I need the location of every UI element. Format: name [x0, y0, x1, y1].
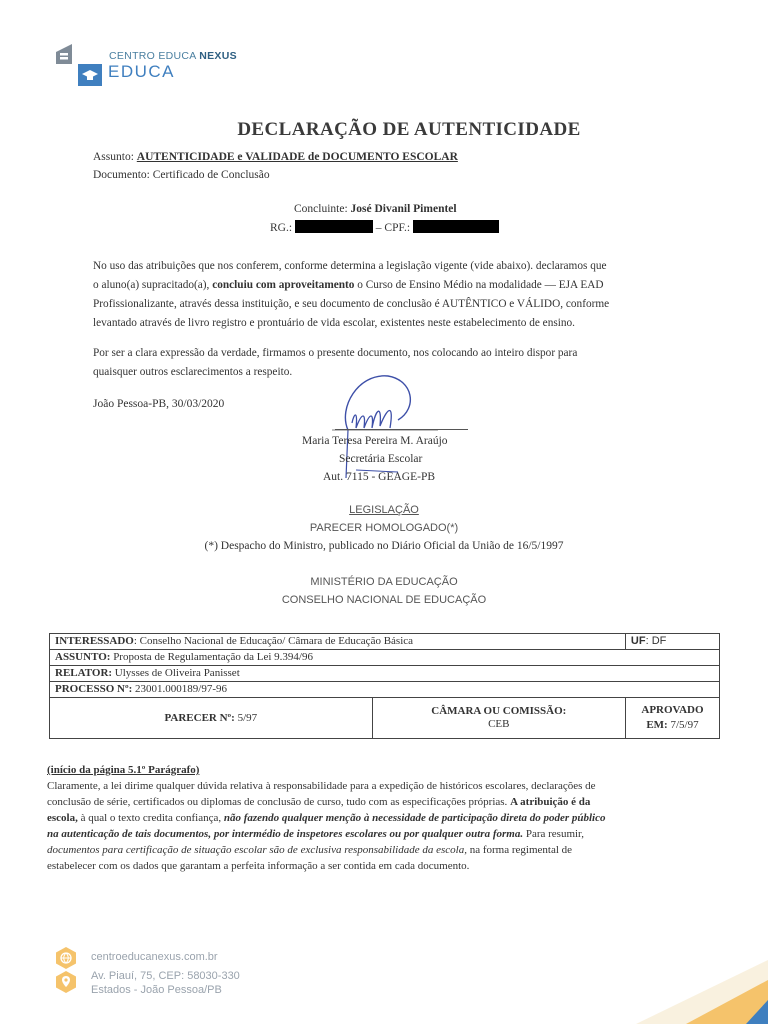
signatory-authorization: Aut. 7115 - GEAGE-PB	[323, 471, 436, 483]
conselho-title: CONSELHO NACIONAL DE EDUCAÇÃO	[281, 594, 487, 606]
footer-website: centroeducanexus.com.br	[91, 951, 218, 963]
assunto-line: Assunto: AUTENTICIDADE e VALIDADE de DOCUMENTO ESCOLAR	[93, 151, 458, 163]
table-row	[50, 666, 720, 682]
signatory-name: Maria Teresa Pereira M. Araújo	[302, 435, 448, 447]
processo-cell: PROCESSO Nº: 23001.000189/97-96	[50, 682, 720, 698]
parecer-info-table	[49, 633, 720, 739]
uf-cell: UF: DF	[625, 634, 719, 650]
concluinte-line: Concluinte: José Divanil Pimentel	[294, 203, 457, 215]
parecer-cell: PARECER Nº: 5/97	[50, 698, 373, 739]
rg-cpf-line: RG.: – CPF.:	[270, 220, 499, 234]
parecer-homologado: PARECER HOMOLOGADO(*)	[309, 522, 459, 534]
documento-line: Documento: Certificado de Conclusão	[93, 169, 270, 181]
assunto-cell: ASSUNTO: Proposta de Regulamentação da Lei 9.394/96	[50, 650, 720, 666]
location-pin-icon	[54, 970, 78, 994]
table-row	[50, 634, 720, 650]
signatory-role: Secretária Escolar	[339, 453, 423, 465]
despacho-note: (*) Despacho do Ministro, publicado no Diário Oficial da União de 16/5/1997	[204, 540, 564, 552]
aprovado-cell: APROVADO EM: 7/5/97	[625, 698, 719, 739]
ministerio-title: MINISTÉRIO DA EDUCAÇÃO	[310, 576, 458, 588]
place-date: João Pessoa-PB, 30/03/2020	[93, 398, 225, 410]
assunto-value: AUTENTICIDADE e VALIDADE de DOCUMENTO ESCOLAR	[136, 151, 458, 163]
interessado-cell: INTERESSADO: Conselho Nacional de Educação/ Câmara de Educação Básica	[50, 634, 626, 650]
legislacao-title: LEGISLAÇÃO	[349, 504, 419, 516]
document-title: DECLARAÇÃO DE AUTENTICIDADE	[237, 119, 581, 140]
excerpt-heading: (início da página 5.1º Parágrafo)	[47, 764, 200, 776]
table-row	[50, 682, 720, 698]
relator-cell: RELATOR: Ulysses de Oliveira Panisset	[50, 666, 720, 682]
excerpt-paragraph: Claramente, a lei dirime qualquer dúvida relativa à responsabilidade para a expedição de históricos escolares, declarações de conclusão de série, certificados ou diplomas de conclusão de curso, tudo com as especificações próprias. A atribuição é da escola, à qual o texto credita confiança, não fazendo qualquer menção à necessidade de participação direta do poder público na autenticação de tais documentos, por intermédio de inspetores escolares ou por qualquer outra forma. Para resumir, documentos para certificação de situação escolar são de exclusiva responsabilidade da escola, na forma regimental de estabelecer com os dados que garantam a perfeita informação a ser contida em cada documento.	[47, 780, 606, 872]
camara-cell: CÂMARA OU COMISSÃO: CEB	[372, 698, 625, 739]
table-row	[50, 698, 720, 739]
logo-brand-subtitle: EDUCA	[108, 62, 176, 81]
brand-logo-icon	[54, 42, 104, 88]
globe-icon	[54, 946, 78, 970]
concluinte-name: José Divanil Pimentel	[350, 203, 457, 215]
footer-address-line2: Estados - João Pessoa/PB	[91, 984, 222, 996]
footer-address-line1: Av. Piauí, 75, CEP: 58030-330	[91, 970, 240, 982]
corner-decoration	[636, 940, 768, 1024]
signature-line	[335, 429, 468, 430]
logo-brand-name: CENTRO EDUCA NEXUS	[109, 50, 237, 62]
declaration-paragraph: No uso das atribuições que nos conferem, conforme determina a legislação vigente (vide abaixo). declaramos que o aluno(a) supracitado(a), concluiu com aproveitamento o Curso de Ensino Médio na modalidade — EJA EAD Profissionalizante, através dessa instituição, e seu documento de conclusão é AUTÊNTICO e VÁLIDO, conforme levantado através de livro registro e prontuário de vida escolar, existentes neste estabelecimento de ensino.	[93, 260, 610, 329]
cpf-redaction	[413, 220, 499, 233]
closing-paragraph: Por ser a clara expressão da verdade, firmamos o presente documento, nos colocando ao inteiro dispor para quaisquer outros esclarecimentos a respeito.	[93, 347, 578, 378]
table-row	[50, 650, 720, 666]
rg-redaction	[295, 220, 373, 233]
